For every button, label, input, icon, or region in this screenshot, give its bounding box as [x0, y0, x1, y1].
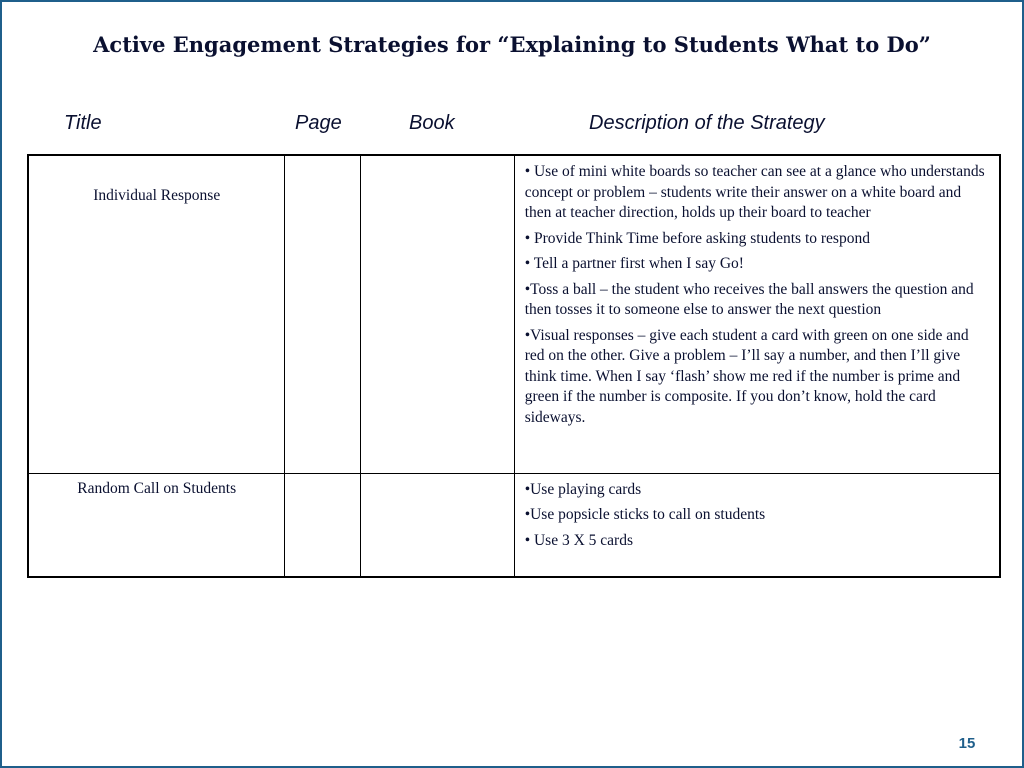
book-cell [361, 155, 515, 473]
description-item: • Tell a partner first when I say Go! [524, 255, 744, 272]
page-cell [285, 473, 361, 577]
strategy-table [27, 154, 1001, 578]
column-header-book: Book [409, 112, 455, 134]
description-item: • Use 3 X 5 cards [524, 531, 633, 549]
column-header-title: Title [64, 112, 102, 134]
description-item: •Use playing cards [524, 480, 642, 498]
description-item: •Use popsicle sticks to call on students [524, 506, 766, 523]
description-item: •Toss a ball – the student who receives the ball answers the question and then tosses it to someone else to answer the next question [524, 280, 974, 318]
strategy-title: Random Call on Students [77, 479, 237, 497]
strategy-title-cell [28, 155, 285, 473]
description-item: • Provide Think Time before asking students to respond [524, 229, 870, 247]
description-item: • Use of mini white boards so teacher can see at a glance who understands concept or problem – students write their answer on a white board and then at teacher direction, holds up their board to teacher [524, 163, 985, 221]
slide-title: Active Engagement Strategies for “Explaining to Students What to Do” [93, 32, 931, 57]
description-item: •Visual responses – give each student a card with green on one side and red on the other. Give a problem – I’ll say a number, and then I’ll give think time. When I say ‘flash’ show me red if the number is prime and green if the number is composite. If you don’t know, hold the card sideways. [524, 326, 969, 426]
column-header-description: Description of the Strategy [589, 112, 825, 134]
table-row [28, 473, 1000, 577]
strategy-title: Individual Response [93, 187, 221, 204]
book-cell [361, 473, 515, 577]
description-cell [514, 473, 1000, 577]
page-number: 15 [958, 735, 976, 752]
column-header-page: Page [295, 112, 342, 134]
page-cell [285, 155, 361, 473]
table-row [28, 155, 1000, 473]
description-cell [514, 155, 1000, 473]
strategy-title-cell [28, 473, 285, 577]
